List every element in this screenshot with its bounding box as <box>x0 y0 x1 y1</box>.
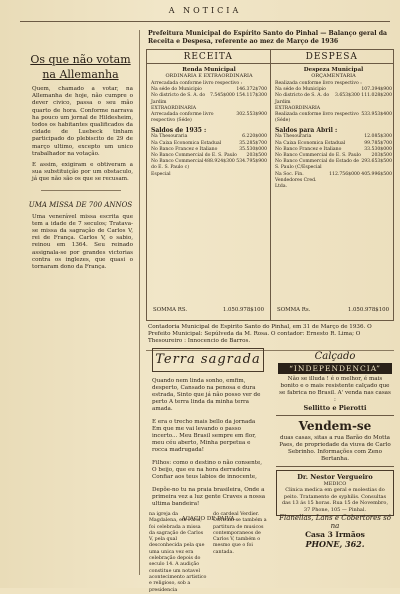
masthead: A NOTICIA <box>20 2 390 22</box>
ledger-line-label: No Banco Commercial do E. S. Paulo <box>151 153 237 159</box>
ledger-line-label: Na Caixa Economica Estadual <box>151 140 222 146</box>
despesa-title: Despeza Municipal <box>303 67 364 73</box>
poem-author: ACACIO DE PAIVA <box>181 516 235 522</box>
ledger-line-value: 203$500 <box>246 153 267 159</box>
sum-label: SOMMA RS. <box>153 307 188 313</box>
despesa-saldos-lines <box>275 134 392 190</box>
receita-title: Renda Municipal <box>182 67 236 73</box>
ledger-line <box>151 159 267 178</box>
poem-stanza: E era o trecho mais bello da jornada Em que me vai levando o passo incerto... Meu Brasil sempre em flor, meu céu aberto, Minha perpetua e rocca madrugada! <box>152 419 257 453</box>
ledger-line <box>275 172 392 191</box>
poem-block <box>146 348 270 522</box>
ledger-line-label: Na Thesouraria <box>275 134 312 140</box>
ad-title: Calçado <box>314 351 356 362</box>
ledger-line <box>151 112 267 124</box>
poem-stanza: Quando nem linda sonho, emfim, desperto, Cansado na penosa e dura estrada, Sinto que já não posso ver de perto A terra linda da minha terra amada. <box>152 378 261 412</box>
ledger-line-value: 293.653$500 <box>361 159 392 165</box>
doctor-name: Dr. Nestor Vergueiro <box>297 473 373 481</box>
divider <box>41 190 121 191</box>
ledger-line-label: No districto de S. A. do Jardim <box>275 93 330 105</box>
despesa-lines <box>275 81 392 124</box>
ledger-line-value: 7.545$000 154.117$300 <box>210 93 267 99</box>
receita-total <box>153 307 264 313</box>
ledger-line <box>275 159 392 171</box>
ledger-line-value: 107.394$900 <box>361 87 392 93</box>
ledger-line-label: Arrecadada conforme livro respectivo : <box>151 81 243 86</box>
bottom-col-2: do cardeal Verdier. Ouviram-se também a partitura de musicos contemporaneos de Carlos V, também o mesmo que o foi cantada. <box>213 512 267 555</box>
receita-subtitle: ORDINARIA E EXTRAORDINARIA <box>165 73 253 79</box>
ad-flanela <box>276 514 394 549</box>
ledger-line-value: 99.785$700 <box>364 140 392 146</box>
right-column <box>146 30 394 351</box>
ledger-line-value: 3.653$300 111.028$200 <box>335 93 392 99</box>
ledger-line-label: No districto de S. A. do Jardim <box>151 93 206 105</box>
receita-saldos-heading: Saldos de 1935 : <box>151 127 207 135</box>
article-body-2: E assim, exigiram e obtiveram a sua substituição por um obstaculo, já que não são os que se recusam. <box>32 162 133 183</box>
ledger-line-label: No Banco Francez e Italiano <box>275 146 342 152</box>
ad-shop: Casa 3 Irmãos <box>305 530 365 539</box>
ledger-line-label: Realizada conforme livro respectivo (Séde) <box>275 112 359 124</box>
left-column <box>22 30 140 575</box>
missa-headline: UMA MISSA DE 700 ANNOS <box>28 200 133 209</box>
ledger-line-label: No Banco Commercial do E. S. Paulo c) Especial <box>151 159 204 177</box>
ad-text: duas casas, sitas a rua Barão do Motta Paes, de propriedade da viuva de Carlo Sebrinho. Informações com Zeno Bertanha. <box>279 435 391 462</box>
despesa-total <box>277 307 389 313</box>
ad-calcado <box>276 348 394 416</box>
ledger-line-label: Na séde do Municipio <box>151 87 202 93</box>
receita-heading: RECEITA <box>147 50 271 63</box>
ledger-line-value: 35.285$700 <box>239 140 267 146</box>
ledger-header <box>147 50 393 64</box>
ad-shop: Sellitto e Pierotti <box>303 404 367 412</box>
poem-stanza: Depõe-no tu na praia brasileira, Onde a primeira vez a luz gente Craves a nossa ultima bandeira! <box>152 487 266 507</box>
article-body: Quem, chamado a votar, na Allemanha de hoje, não cumpre o dever civico, passa o seu mão quarto de hora. Conforme narrava ha pouco um jornal de Hildesheim, todos os habitantes qualificados da cidade de Luebeck tinham participado do plebiscito de 29 de março ultimo, excepto um unico trabalhador na votação. <box>32 86 133 157</box>
receita-side <box>147 64 271 321</box>
ledger-line-value: 203$500 <box>371 153 392 159</box>
ledger-line-value: 302.553$900 <box>236 112 267 118</box>
ad-brand: “INDEPENDENCIA” <box>278 363 392 374</box>
ads-column <box>276 348 394 516</box>
ledger-line-label: Na Thesouraria <box>151 134 188 140</box>
bottom-col-1: na igreja da Magdalena, em Paris, foi celebrada a missa da sagração de Carlos V, pela qual desconhecida pela que uma unica vez era celebração depois do seculo 14. A audição constitue um notavel acontecimento artistico e religioso, sob a presidencia <box>149 512 207 593</box>
ledger-line-value: 6.220$000 <box>242 134 267 140</box>
ledger-line <box>275 112 392 124</box>
sum-value: 1.050.978$100 <box>222 307 264 313</box>
missa-body: Uma venerável missa escrita que tem a idade de 7 seculos; Tratava-se missa da sagração de Carlos V, rei de França. Carlos V, o sabio, reinou em 1364. Seu reinado assignala-se por grandes victorias contra os inglezes, que quasi o tornaram dono da França. <box>32 213 133 271</box>
prefeitura-title: Prefeitura Municipal do Espírito Santo do Pinhal — Balanço geral da Receita e Despesa, referente ao mez de Março de 1936 <box>148 30 388 45</box>
ledger-line-label: Realizada conforme livro respectivo : <box>275 81 362 86</box>
ledger-line-value: 33.530$000 <box>364 146 392 152</box>
ledger-line-label: No Banco Francez e Italiano <box>151 146 218 152</box>
despesa-saldos-heading: Saldos para Abril : <box>275 127 338 135</box>
ledger-line-value: 533.953$400 <box>361 112 392 118</box>
ledger-line-value: 35.530$000 <box>239 146 267 152</box>
article-headline: Os que não votam na Allemanha <box>30 53 131 81</box>
ledger-line-label: Na séde do Municipio <box>275 87 326 93</box>
despesa-heading: DESPESA <box>305 52 358 62</box>
ledger-line <box>151 93 267 105</box>
ad-vendem <box>276 416 394 467</box>
ledger-table <box>146 49 394 321</box>
despesa-subtitle: ORÇAMENTARIA <box>311 73 356 79</box>
ledger-line <box>275 93 392 105</box>
ledger-line-value: 488.924$300 534.795$900 <box>204 159 267 165</box>
doctor-title: MEDICO <box>323 481 347 487</box>
ad-text: Não se illuda ! é o melhor, é mais bonito e o mais resistente calçado que se fabrica no Brasil. A' venda nas casas : <box>279 376 391 403</box>
sum-value: 1.050.978$100 <box>347 307 389 313</box>
poem-title: Terra sagrada <box>152 348 264 372</box>
ledger-line-label: EXTRAORDINARIA <box>275 105 321 111</box>
ad-text: Flanellas, Lans e Cobertores só na <box>279 514 391 530</box>
contadoria-note: Contadoria Municipal de Espirito Santo do Pinhal, em 31 de Março de 1936. O Prefeito Municipal: Sepúlveda da M. Rosa. O contador: Ernesto R. Lima; O Thesoureiro : Innocencio de Barros. <box>148 324 372 345</box>
despesa-side <box>271 64 395 321</box>
ad-doctor <box>276 470 394 516</box>
ledger-line-value: 112.756$000 405.996$500 <box>329 171 392 177</box>
poem-stanza: Filhos: como o destino o não consente, O beijo, que eu na hora derradeira Confiar aos teus labios de innocente, <box>152 460 263 480</box>
ledger-line-label: No Banco Commercial do Estado de S. Paulo (C/Especial <box>275 159 360 171</box>
ledger-line-value: 12.085$300 <box>364 134 392 140</box>
ad-phone: PHONE, 362. <box>305 539 365 549</box>
ad-title: Vendem-se <box>298 419 372 433</box>
ledger-line-label: Na Soc. Fin. Vendedores Cred. Ltda. <box>275 171 317 190</box>
ledger-line-label: No Banco Commercial do E. S. Paulo <box>275 153 361 159</box>
ledger-line-label: Na Caixa Economica Estadual <box>275 140 346 146</box>
sum-label: SOMMA Rs. <box>277 307 311 313</box>
doctor-text: Clinica medica em geral e molestias do peito. Tratamento de syphilis. Consultas das 13 ás 15 horas. Rua 15 de Novembro, 37 Phone, 105 — Pinhal. <box>281 487 389 513</box>
receita-lines <box>151 81 267 124</box>
receita-saldos-lines <box>151 134 267 177</box>
ledger-line-label: EXTRAORDINARIA <box>151 105 197 111</box>
ledger-line-value: 146.372$700 <box>236 87 267 93</box>
ledger-line-label: Arrecadada conforme livro respectivo (Séde) <box>151 112 214 124</box>
